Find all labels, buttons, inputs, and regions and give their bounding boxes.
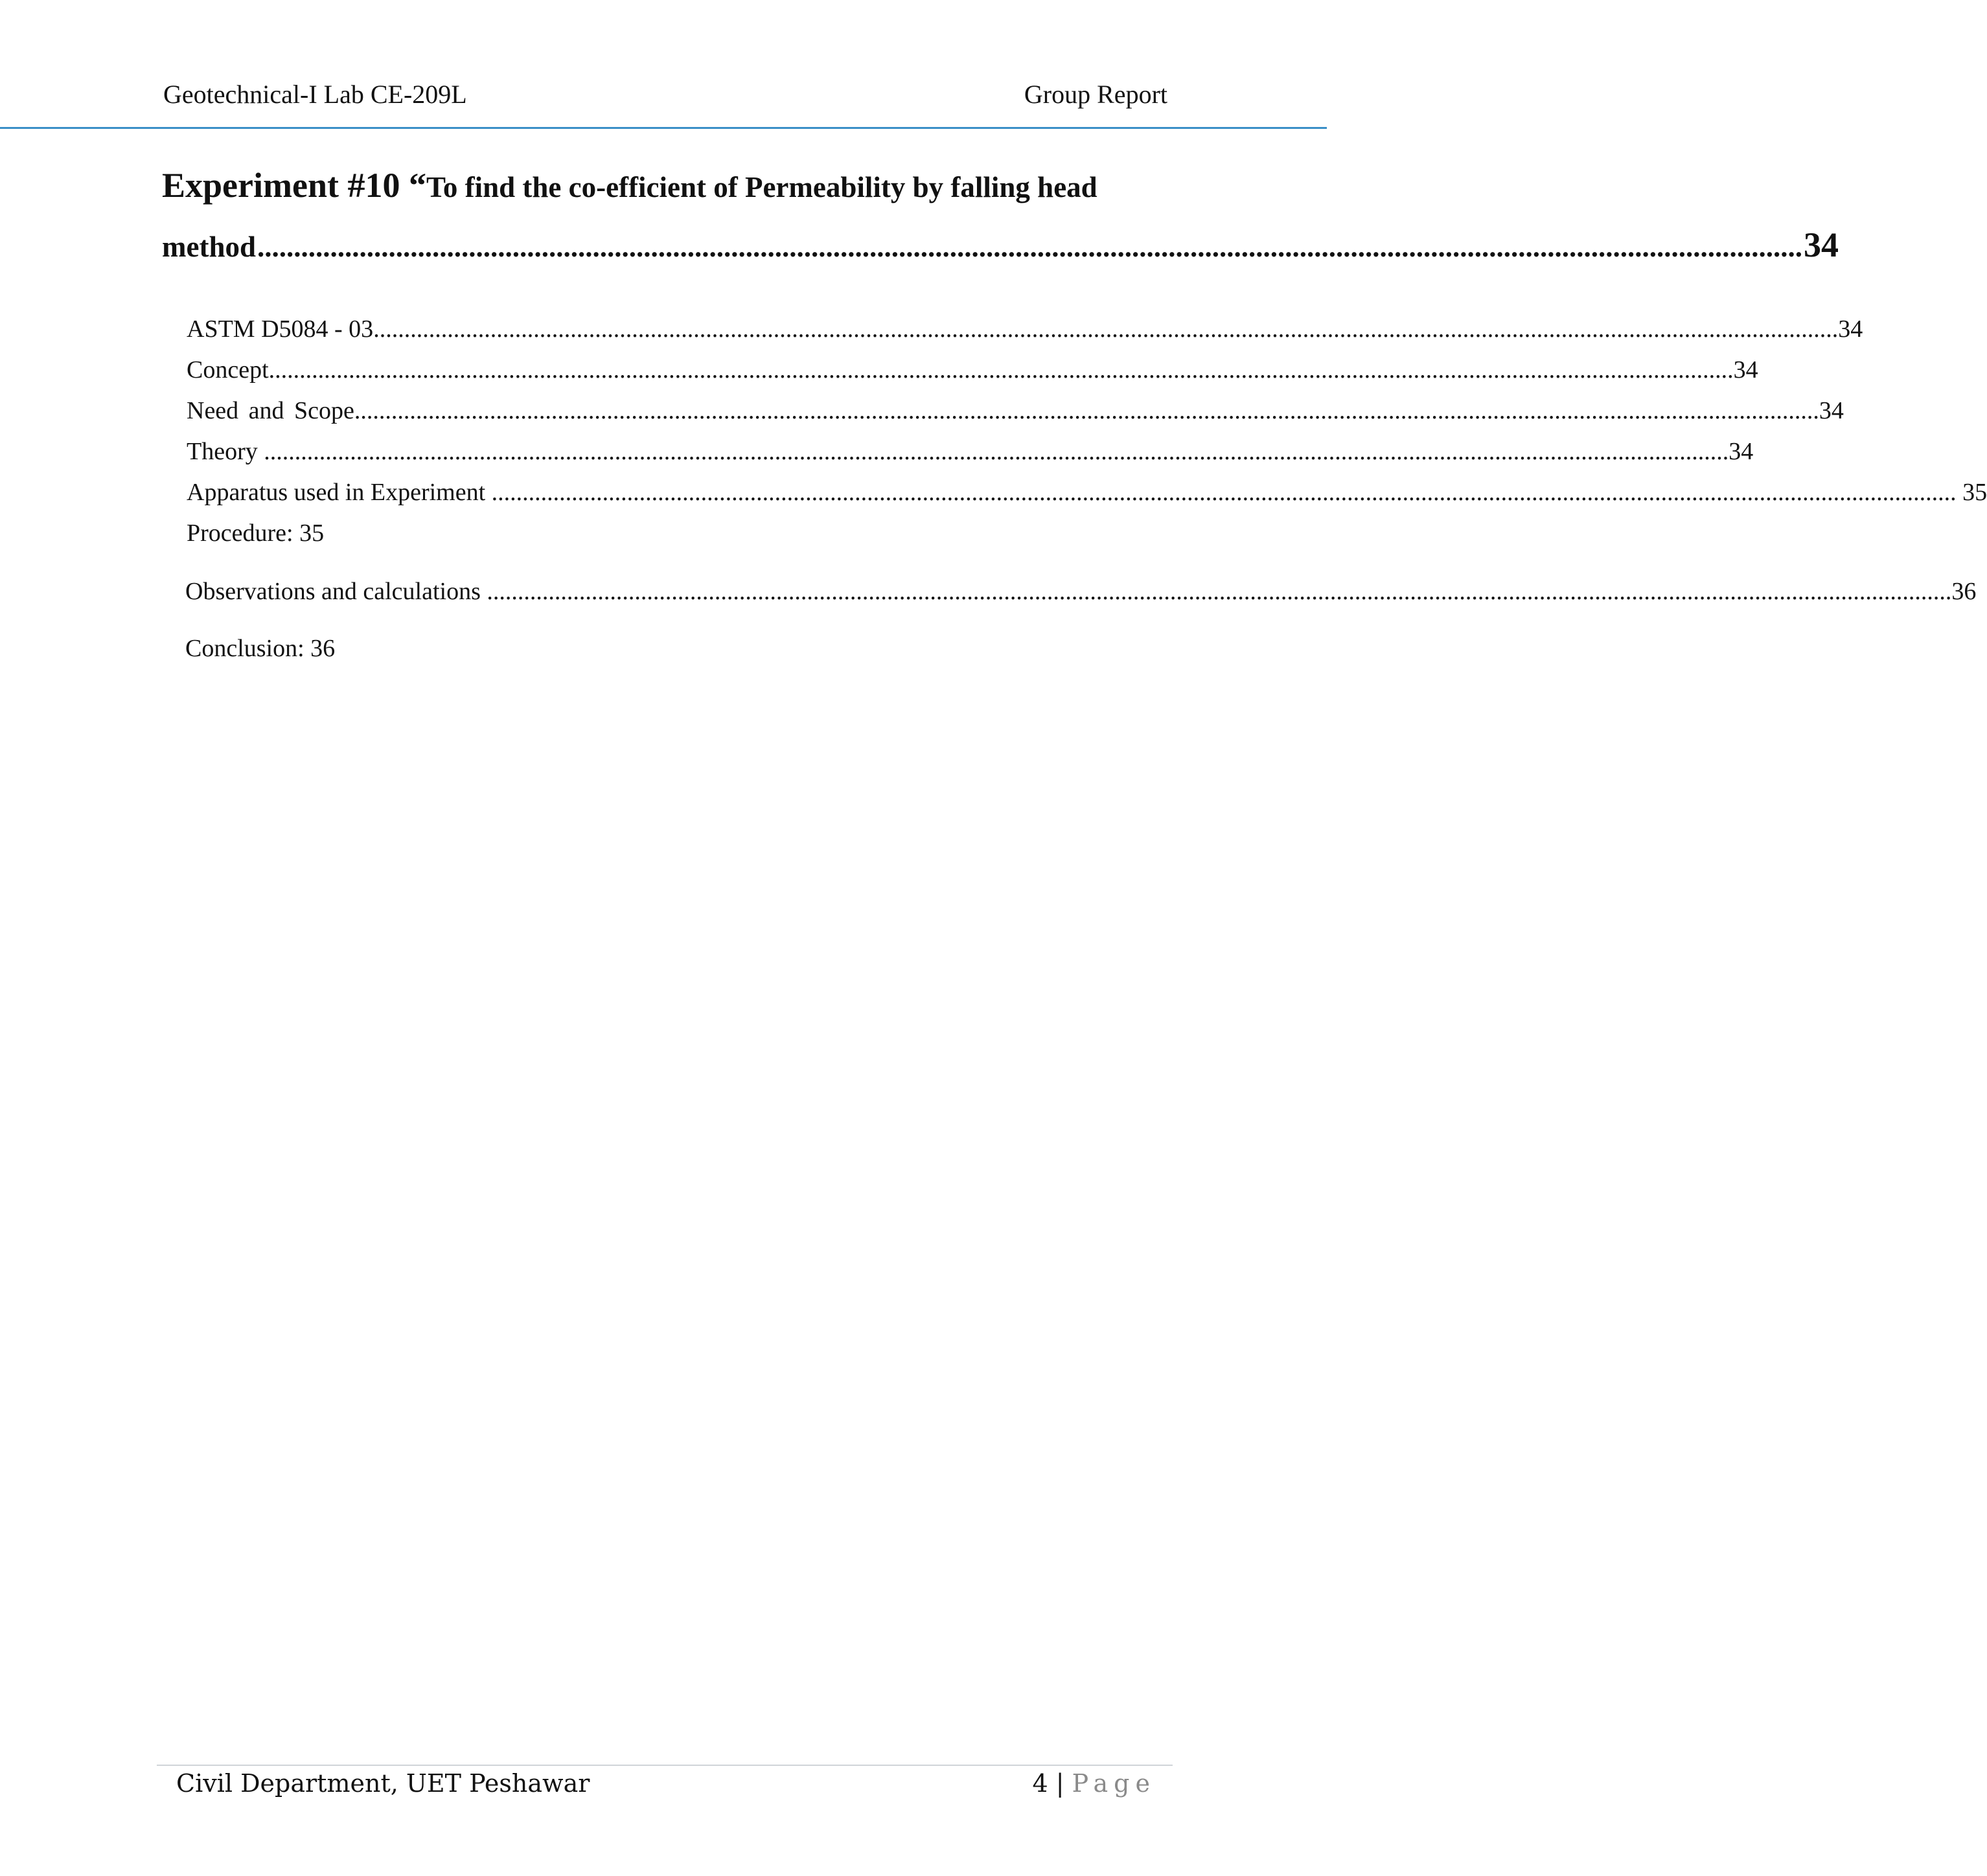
toc-entry-procedure[interactable]: Procedure: 35 — [187, 520, 325, 547]
dot-leader: .............................................................................................................................................................................................................................................. — [268, 356, 1734, 383]
footer-divider — [157, 1765, 1173, 1766]
toc-entry-label: Theory — [187, 438, 264, 465]
toc-entry-page: 34 — [1819, 397, 1844, 424]
toc-entry-page: 36 — [1951, 578, 1977, 605]
dot-leader: .................................................................................................................................................................................................................... — [257, 231, 1802, 263]
heading-experiment-label: Experiment #10 “ — [162, 166, 426, 205]
toc-entry-need-and-scope[interactable] — [187, 395, 1844, 426]
toc-entry-concept[interactable] — [187, 354, 1758, 385]
toc-entry-label: ASTM D5084 - 03 — [187, 315, 374, 343]
toc-entry-page: 34 — [1838, 315, 1863, 343]
dot-leader: .............................................................................................................................................................................................................................................. — [264, 438, 1729, 465]
toc-entry-astm[interactable] — [187, 314, 1863, 345]
toc-entry-conclusion[interactable]: Conclusion: 36 — [185, 635, 336, 662]
toc-entry-observations[interactable] — [185, 576, 1977, 607]
toc-entry-label: Apparatus used in Experiment — [187, 479, 492, 506]
footer-page-indicator — [1033, 1767, 1156, 1800]
dot-leader: .............................................................................................................................................................................................................................................. — [354, 397, 1819, 424]
heading-page-number: 34 — [1804, 225, 1839, 264]
toc-entry-page: 35 — [1956, 479, 1987, 506]
dot-leader: .............................................................................................................................................................................................................................................. — [487, 578, 1952, 605]
footer-page-word: Page — [1072, 1769, 1156, 1798]
dot-leader: .............................................................................................................................................................................................................................................. — [491, 479, 1957, 506]
footer-department: Civil Department, UET Peshawar — [176, 1769, 590, 1798]
heading-title-line1: To find the co-efficient of Permeability by falling head — [426, 171, 1097, 203]
toc-heading-entry[interactable] — [162, 155, 1839, 275]
toc-entry-apparatus[interactable] — [187, 477, 1987, 508]
toc-entry-label: Need and Scope — [187, 397, 354, 424]
header-report-type: Group Report — [1024, 80, 1167, 109]
toc-entry-theory[interactable] — [187, 436, 1754, 467]
page-header — [0, 0, 1327, 129]
heading-title-line2: method — [162, 231, 256, 263]
footer-page-number: 4 — [1032, 1769, 1048, 1798]
header-course-title: Geotechnical-I Lab CE-209L — [163, 80, 467, 109]
dot-leader: .............................................................................................................................................................................................................................................. — [373, 315, 1839, 343]
toc-entry-page: 34 — [1729, 438, 1754, 465]
toc-entry-label: Concept — [187, 356, 269, 383]
footer-separator: | — [1048, 1769, 1072, 1798]
toc-entry-page: 34 — [1733, 356, 1758, 383]
toc-entry-label: Observations and calculations — [185, 578, 487, 605]
